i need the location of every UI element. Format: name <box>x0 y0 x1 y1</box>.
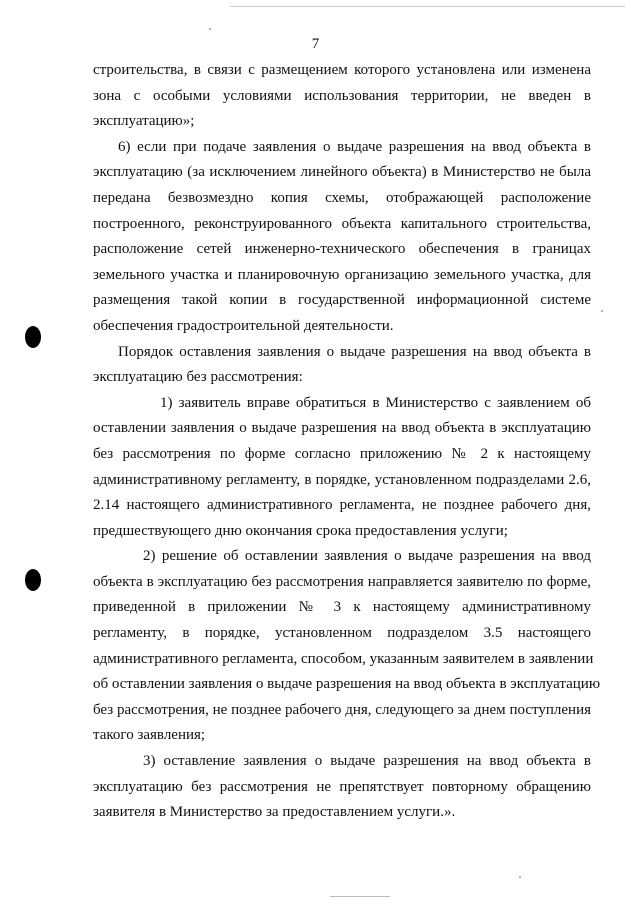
scan-edge-bottom <box>330 896 390 897</box>
text-line: зона с особыми условиями использования территории, не введен в <box>93 87 591 104</box>
text-line: заявителя в Министерство за предоставлением услуги.». <box>93 804 456 821</box>
text-line: административному регламенту, в порядке, установленном подразделами 2.6, <box>93 471 591 488</box>
text-line: 3) оставление заявления о выдаче разрешения на ввод объекта в <box>143 753 591 770</box>
text-line: 6) если при подаче заявления о выдаче разрешения на ввод объекта в <box>118 138 591 155</box>
text-line: предшествующего дню окончания срока предоставления услуги; <box>93 522 508 539</box>
text-line: 1) заявитель вправе обратиться в Министерство с заявлением об <box>160 394 591 411</box>
text-line: эксплуатацию (за исключением линейного объекта) в Министерство не была <box>93 164 591 181</box>
text-line: земельного участка и планировочную организацию земельного участка, для <box>93 266 591 283</box>
text-line: расположение сетей инженерно-технического обеспечения в границах <box>93 241 591 258</box>
paragraph-intro-tail <box>93 58 591 135</box>
text-line: 2.14 настоящего административного регламента, не позднее рабочего дня, <box>93 497 591 514</box>
text-line: передана безвозмездно копия схемы, отображающей расположение <box>93 189 591 206</box>
text-line: Порядок оставления заявления о выдаче разрешения на ввод объекта в <box>118 343 591 360</box>
scan-speck <box>601 310 603 312</box>
text-line: приведенной в приложении № 3 к настоящему административному <box>93 599 591 616</box>
scan-speck <box>209 28 211 30</box>
text-line: построенного, реконструированного объекта капитального строительства, <box>93 215 591 232</box>
paragraph-procedure-heading <box>93 340 591 391</box>
scan-speck <box>519 876 521 878</box>
text-line: оставлении заявления о выдаче разрешения на ввод объекта в эксплуатацию <box>93 420 591 437</box>
text-line: без рассмотрения, не позднее рабочего дня, следующего за днем поступления <box>93 701 591 718</box>
paragraph-item-1 <box>93 391 591 545</box>
paragraph-item-6 <box>93 135 591 340</box>
text-line: строительства, в связи с размещением которого установлена или изменена <box>93 62 591 78</box>
text-line: объекта в эксплуатацию без рассмотрения направляется заявителю по форме, <box>93 573 591 590</box>
text-line: административного регламента, способом, указанным заявителем в заявлении <box>93 650 594 667</box>
paragraph-item-2 <box>93 544 601 749</box>
scan-edge-top <box>230 6 625 7</box>
page-number: 7 <box>311 36 320 52</box>
text-line: размещения такой копии в государственной информационной системе <box>93 292 591 309</box>
paragraph-item-3 <box>93 749 591 826</box>
text-line: обеспечения градостроительной деятельности. <box>93 317 394 334</box>
text-line: 2) решение об оставлении заявления о выдаче разрешения на ввод <box>143 548 591 565</box>
text-line: такого заявления; <box>93 727 206 744</box>
text-line: эксплуатацию без рассмотрения не препятствует повторному обращению <box>93 778 591 795</box>
text-line: без рассмотрения по форме согласно приложению № 2 к настоящему <box>93 445 591 462</box>
punch-hole-upper <box>25 326 41 348</box>
text-line: регламенту, в порядке, установленном подразделом 3.5 настоящего <box>93 625 591 642</box>
text-line: эксплуатацию без рассмотрения: <box>93 369 303 386</box>
text-line: об оставлении заявления о выдаче разрешения на ввод объекта в эксплуатацию <box>93 676 601 693</box>
punch-hole-lower <box>25 569 41 591</box>
text-line: эксплуатацию»; <box>93 113 195 130</box>
document-body <box>93 58 601 826</box>
